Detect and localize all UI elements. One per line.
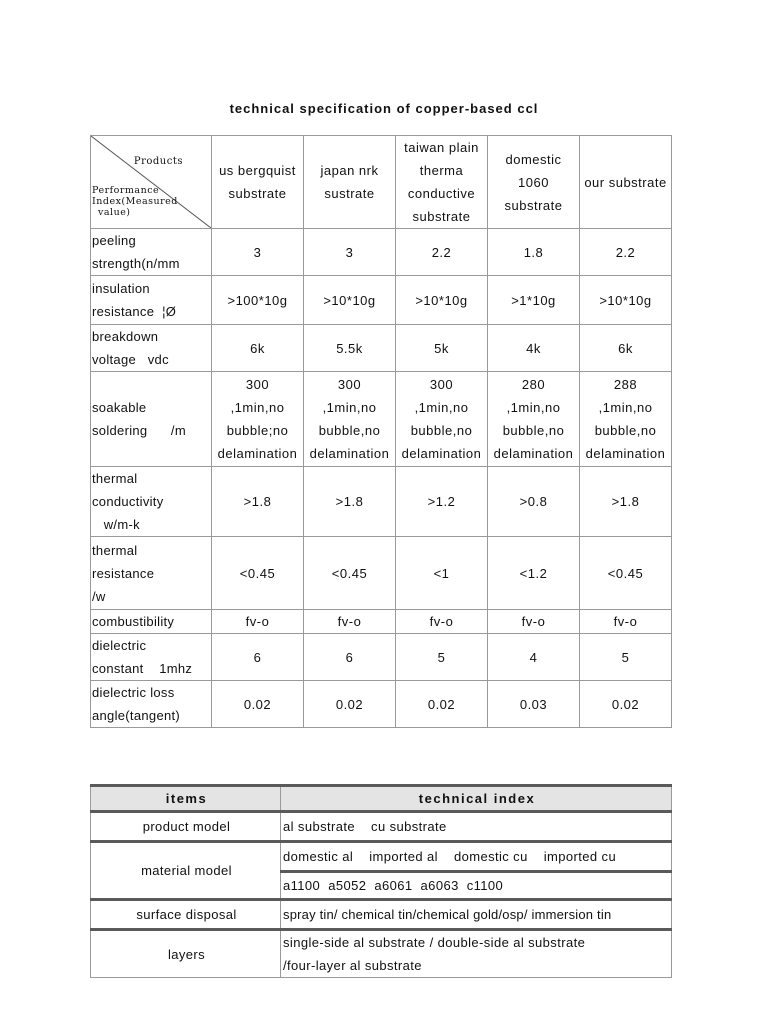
spec-value-cell: 5.5k [304, 325, 396, 372]
spec-table [90, 135, 672, 728]
spec-value-cell: 6 [304, 634, 396, 681]
row-label-line: resistance ¦Ø [92, 304, 177, 319]
spec-value-cell: >1*10g [488, 276, 580, 325]
row-label-line: dielectric loss [92, 685, 175, 700]
spec-value-cell: >100*10g [212, 276, 304, 325]
row-label [91, 537, 212, 610]
spec-value-line: 288 [613, 377, 638, 392]
surface-disposal-label: surface disposal [91, 900, 281, 930]
row-label [91, 681, 212, 728]
row-label-line: constant 1mhz [92, 661, 193, 676]
row-label-line: thermal [92, 471, 138, 486]
spec-value-cell: 6 [212, 634, 304, 681]
spec-value-cell: 2.2 [396, 229, 488, 276]
performance-label [92, 185, 178, 218]
spec-value-cell: 2.2 [580, 229, 672, 276]
column-header-line: japan nrk [320, 163, 379, 178]
spec-row [91, 467, 672, 537]
spec-value-line: 300 [429, 377, 454, 392]
spec-value-cell: 0.02 [212, 681, 304, 728]
material-model-row [91, 842, 672, 872]
corner-header-cell [91, 136, 212, 229]
spec-value-line: 300 [337, 377, 362, 392]
spec-value-cell [212, 372, 304, 467]
spec-value-cell: <0.45 [580, 537, 672, 610]
spec-value-line: delamination [217, 446, 298, 461]
row-label-line: /w [92, 588, 106, 604]
row-label-line: thermal [92, 542, 138, 558]
spec-value-cell: <1.2 [488, 537, 580, 610]
layers-value-line: single-side al substrate / double-side al substrate [283, 935, 586, 950]
column-header-line: substrate [228, 186, 287, 201]
column-header-2 [396, 136, 488, 229]
spec-value-cell: 4 [488, 634, 580, 681]
row-label-line: dielectric [92, 638, 147, 653]
material-model-value-1: domestic al imported al domestic cu imported cu [281, 842, 672, 872]
spec-value-cell: >1.2 [396, 467, 488, 537]
performance-label-line: Performance [92, 185, 160, 196]
row-label-line: soldering /m [92, 423, 186, 438]
spec-row [91, 372, 672, 467]
row-label [91, 610, 212, 634]
column-header-line: us bergquist [219, 163, 296, 178]
column-header-line: our substrate [584, 174, 667, 190]
spec-value-cell: <0.45 [212, 537, 304, 610]
spec-value-cell: >0.8 [488, 467, 580, 537]
column-header-line: sustrate [324, 186, 375, 201]
material-model-label: material model [91, 842, 281, 900]
row-label [91, 467, 212, 537]
column-header-line: conductive [407, 186, 476, 201]
spec-value-cell: 6k [580, 325, 672, 372]
spec-value-line: delamination [585, 446, 666, 461]
row-label-line: angle(tangent) [92, 708, 181, 723]
spec-row [91, 610, 672, 634]
spec-value-line: delamination [493, 446, 574, 461]
spec-value-cell: 4k [488, 325, 580, 372]
spec-value-cell [488, 372, 580, 467]
spec-value-cell: >10*10g [304, 276, 396, 325]
spec-value-cell: 5k [396, 325, 488, 372]
row-label-line: resistance [92, 565, 155, 581]
spec-value-line: bubble,no [502, 423, 565, 438]
spec-value-line: ,1min,no [598, 400, 653, 415]
layers-row [91, 930, 672, 978]
spec-value-line: bubble,no [410, 423, 473, 438]
spec-row [91, 634, 672, 681]
spec-value-cell [304, 372, 396, 467]
spec-value-cell: fv-o [212, 610, 304, 634]
column-header-line: substrate [504, 197, 563, 213]
spec-value-line: 280 [521, 377, 546, 392]
spec-value-line: 300 [245, 377, 270, 392]
spec-value-cell: >1.8 [212, 467, 304, 537]
spec-value-cell: 5 [396, 634, 488, 681]
layers-label: layers [91, 930, 281, 978]
row-label [91, 325, 212, 372]
spec-value-cell: 3 [304, 229, 396, 276]
technical-index-header: technical index [281, 786, 672, 812]
spec-value-line: ,1min,no [414, 400, 469, 415]
spec-value-cell: fv-o [304, 610, 396, 634]
spec-value-cell [580, 372, 672, 467]
spec-value-cell: <1 [396, 537, 488, 610]
row-label-line: peeling [92, 233, 137, 248]
spec-value-line: ,1min,no [230, 400, 285, 415]
spec-value-line: ,1min,no [322, 400, 377, 415]
row-label [91, 372, 212, 467]
spec-row [91, 537, 672, 610]
row-label [91, 229, 212, 276]
performance-label-line: Index(Measured [92, 196, 178, 207]
product-model-label: product model [91, 812, 281, 842]
spec-value-cell: 0.03 [488, 681, 580, 728]
spec-row [91, 276, 672, 325]
spec-value-cell: 0.02 [580, 681, 672, 728]
column-header-line: therma [419, 163, 464, 178]
spec-value-line: bubble,no [318, 423, 381, 438]
spec-value-line: delamination [401, 446, 482, 461]
column-header-line: 1060 [518, 174, 549, 190]
column-header-line: domestic [505, 151, 562, 167]
spec-value-cell: 5 [580, 634, 672, 681]
products-label: Products [133, 156, 183, 167]
column-header-4 [580, 136, 672, 229]
spec-value-line: bubble;no [226, 423, 289, 438]
spec-value-cell: fv-o [580, 610, 672, 634]
spec-row [91, 229, 672, 276]
spec-value-cell [396, 372, 488, 467]
layers-value [281, 930, 672, 978]
items-table [90, 784, 672, 978]
column-header-1 [304, 136, 396, 229]
page-title: technical specification of copper-based ccl [229, 101, 539, 116]
items-header: items [91, 786, 281, 812]
items-header-row [91, 786, 672, 812]
row-label-line: soakable [92, 400, 147, 415]
spec-row [91, 325, 672, 372]
row-label [91, 276, 212, 325]
row-label-line: w/m-k [92, 517, 140, 532]
column-header-3 [488, 136, 580, 229]
performance-label-line: value) [98, 207, 131, 218]
row-label-line: strength(n/mm [92, 256, 180, 271]
spec-value-cell: >1.8 [304, 467, 396, 537]
spec-value-cell: fv-o [488, 610, 580, 634]
product-model-value: al substrate cu substrate [281, 812, 672, 842]
row-label-line: insulation [92, 281, 150, 296]
spec-value-cell: >10*10g [396, 276, 488, 325]
spec-value-cell: 6k [212, 325, 304, 372]
spec-value-cell: 3 [212, 229, 304, 276]
material-model-value-2: a1100 a5052 a6061 a6063 c1100 [281, 872, 672, 900]
spec-header-row [91, 136, 672, 229]
row-label-line: breakdown [92, 329, 159, 344]
column-header-line: taiwan plain [404, 140, 479, 155]
surface-disposal-row [91, 900, 672, 930]
row-label-line: conductivity [92, 494, 164, 509]
spec-value-cell: >1.8 [580, 467, 672, 537]
column-header-0 [212, 136, 304, 229]
layers-value-line: /four-layer al substrate [283, 958, 422, 973]
row-label [91, 634, 212, 681]
spec-value-cell: >10*10g [580, 276, 672, 325]
product-model-row [91, 812, 672, 842]
spec-row [91, 681, 672, 728]
surface-disposal-value: spray tin/ chemical tin/chemical gold/osp/ immersion tin [281, 900, 672, 930]
spec-value-cell: fv-o [396, 610, 488, 634]
spec-value-line: bubble,no [594, 423, 657, 438]
column-header-line: substrate [412, 209, 471, 224]
spec-value-line: ,1min,no [506, 400, 561, 415]
row-label-line: voltage vdc [92, 352, 169, 367]
spec-value-cell: 0.02 [396, 681, 488, 728]
spec-value-cell: <0.45 [304, 537, 396, 610]
row-label-line: combustibility [92, 614, 175, 629]
spec-value-cell: 0.02 [304, 681, 396, 728]
spec-value-line: delamination [309, 446, 390, 461]
spec-value-cell: 1.8 [488, 229, 580, 276]
